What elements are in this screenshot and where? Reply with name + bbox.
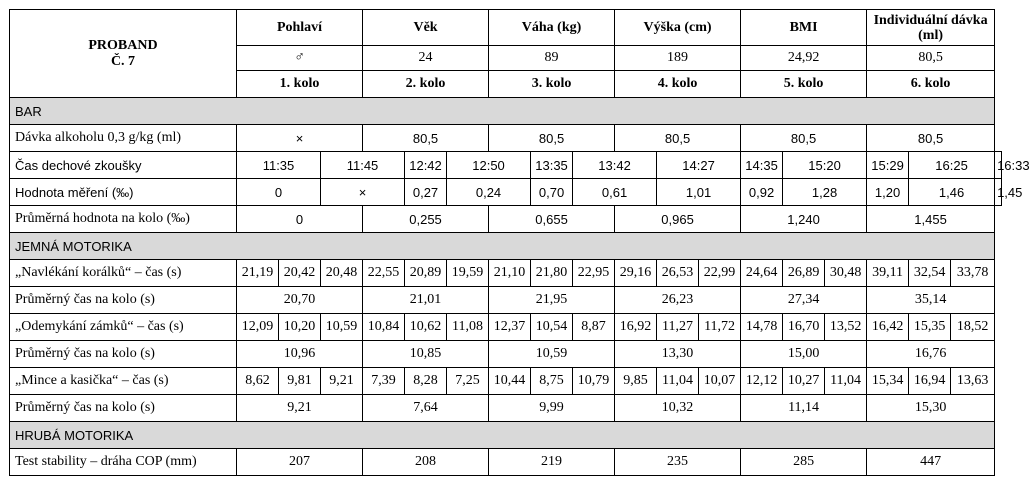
avg-cell: 1,455	[867, 206, 995, 233]
measure-cell: 0,27	[405, 179, 447, 206]
measure-cell: 1,01	[657, 179, 741, 206]
row-label: Průměrný čas na kolo (s)	[10, 287, 237, 314]
measure-row	[10, 179, 1002, 206]
header-row	[10, 10, 1002, 46]
value-age: 24	[363, 46, 489, 71]
coins-cell: 8,75	[531, 368, 573, 395]
locks-cell: 13,52	[825, 314, 867, 341]
section-bar-title: BAR	[10, 98, 995, 125]
beads-row	[10, 260, 1002, 287]
locks-cell: 16,70	[783, 314, 825, 341]
beads-cell: 39,11	[867, 260, 909, 287]
coins-cell: 7,39	[363, 368, 405, 395]
coins-cell: 15,34	[867, 368, 909, 395]
beads-cell: 29,16	[615, 260, 657, 287]
measure-cell: ×	[321, 179, 405, 206]
row-label: „Odemykání zámků“ – čas (s)	[10, 314, 237, 341]
coins-cell: 8,62	[237, 368, 279, 395]
avg-cell: 10,59	[489, 341, 615, 368]
row-label: Průměrný čas na kolo (s)	[10, 395, 237, 422]
stability-cell: 447	[867, 449, 995, 476]
stability-cell: 285	[741, 449, 867, 476]
stability-row	[10, 449, 1002, 476]
proband-table	[9, 9, 1030, 476]
section-bar	[10, 98, 1002, 125]
time-cell: 15:29	[867, 152, 909, 179]
locks-cell: 18,52	[951, 314, 995, 341]
beads-cell: 33,78	[951, 260, 995, 287]
avg-cell: 9,21	[237, 395, 363, 422]
coins-cell: 7,25	[447, 368, 489, 395]
measure-cell: 1,28	[783, 179, 867, 206]
locks-row	[10, 314, 1002, 341]
value-height: 189	[615, 46, 741, 71]
stability-cell: 219	[489, 449, 615, 476]
avg-cell: 0,655	[489, 206, 615, 233]
coins-cell: 10,27	[783, 368, 825, 395]
section-fine-title: JEMNÁ MOTORIKA	[10, 233, 995, 260]
beads-cell: 26,89	[783, 260, 825, 287]
measure-cell: 1,46	[909, 179, 995, 206]
locks-cell: 12,37	[489, 314, 531, 341]
time-cell: 12:50	[447, 152, 531, 179]
dose-cell: 80,5	[489, 125, 615, 152]
avg-cell: 26,23	[615, 287, 741, 314]
avg-cell: 21,95	[489, 287, 615, 314]
avg-cell: 10,85	[363, 341, 489, 368]
row-label: Průměrný čas na kolo (s)	[10, 341, 237, 368]
section-fine	[10, 233, 1002, 260]
time-cell: 16:25	[909, 152, 995, 179]
header-sex: Pohlaví	[237, 10, 363, 46]
round-2: 2. kolo	[363, 71, 489, 98]
measure-cell: 1,45	[995, 179, 1002, 206]
row-label: Test stability – dráha COP (mm)	[10, 449, 237, 476]
beads-cell: 21,10	[489, 260, 531, 287]
coins-cell: 10,07	[699, 368, 741, 395]
locks-cell: 15,35	[909, 314, 951, 341]
beads-cell: 22,99	[699, 260, 741, 287]
section-gross	[10, 422, 1002, 449]
locks-cell: 14,78	[741, 314, 783, 341]
header-bmi: BMI	[741, 10, 867, 46]
beads-cell: 20,48	[321, 260, 363, 287]
coins-cell: 11,04	[825, 368, 867, 395]
beads-cell: 20,42	[279, 260, 321, 287]
coins-cell: 16,94	[909, 368, 951, 395]
avg-cell: 11,14	[741, 395, 867, 422]
measure-cell: 0,24	[447, 179, 531, 206]
avg-cell: 21,01	[363, 287, 489, 314]
measure-cell: 0,61	[573, 179, 657, 206]
beads-cell: 19,59	[447, 260, 489, 287]
avg-cell: 7,64	[363, 395, 489, 422]
dose-cell: 80,5	[363, 125, 489, 152]
stability-cell: 207	[237, 449, 363, 476]
header-weight: Váha (kg)	[489, 10, 615, 46]
locks-cell: 16,42	[867, 314, 909, 341]
beads-cell: 32,54	[909, 260, 951, 287]
value-bmi: 24,92	[741, 46, 867, 71]
value-sex: ♂	[237, 46, 363, 71]
stability-cell: 208	[363, 449, 489, 476]
time-cell: 13:42	[573, 152, 657, 179]
coins-cell: 9,85	[615, 368, 657, 395]
row-label: Hodnota měření (‰)	[10, 179, 237, 206]
beads-cell: 21,19	[237, 260, 279, 287]
proband-label: PROBAND	[88, 37, 158, 53]
avg-cell: 13,30	[615, 341, 741, 368]
coins-cell: 10,44	[489, 368, 531, 395]
beads-cell: 22,55	[363, 260, 405, 287]
section-gross-title: HRUBÁ MOTORIKA	[10, 422, 995, 449]
beads-cell: 22,95	[573, 260, 615, 287]
locks-cell: 10,84	[363, 314, 405, 341]
avg-cell: 15,30	[867, 395, 995, 422]
dose-cell: 80,5	[867, 125, 995, 152]
locks-cell: 11,08	[447, 314, 489, 341]
locks-cell: 8,87	[573, 314, 615, 341]
avg-cell: 35,14	[867, 287, 995, 314]
avg-cell: 0,255	[363, 206, 489, 233]
beads-cell: 30,48	[825, 260, 867, 287]
avg-cell: 16,76	[867, 341, 995, 368]
time-cell: 12:42	[405, 152, 447, 179]
time-cell: 13:35	[531, 152, 573, 179]
measure-cell: 0,70	[531, 179, 573, 206]
avg-cell: 20,70	[237, 287, 363, 314]
avg-cell: 10,96	[237, 341, 363, 368]
beads-cell: 20,89	[405, 260, 447, 287]
locks-cell: 11,27	[657, 314, 699, 341]
avg-cell: 1,240	[741, 206, 867, 233]
coins-cell: 13,63	[951, 368, 995, 395]
bar-avg-row	[10, 206, 1002, 233]
locks-cell: 10,20	[279, 314, 321, 341]
header-height: Výška (cm)	[615, 10, 741, 46]
locks-avg-row	[10, 341, 1002, 368]
round-6: 6. kolo	[867, 71, 995, 98]
avg-cell: 9,99	[489, 395, 615, 422]
measure-cell: 1,20	[867, 179, 909, 206]
measure-cell: 0,92	[741, 179, 783, 206]
avg-cell: 27,34	[741, 287, 867, 314]
row-label: Průměrná hodnota na kolo (‰)	[10, 206, 237, 233]
dose-cell: 80,5	[741, 125, 867, 152]
time-cell: 11:45	[321, 152, 405, 179]
proband-cell	[10, 10, 237, 98]
row-label: Dávka alkoholu 0,3 g/kg (ml)	[10, 125, 237, 152]
avg-cell: 0	[237, 206, 363, 233]
proband-number: Č. 7	[110, 53, 136, 69]
round-5: 5. kolo	[741, 71, 867, 98]
time-row	[10, 152, 1002, 179]
locks-cell: 12,09	[237, 314, 279, 341]
header-age: Věk	[363, 10, 489, 46]
locks-cell: 10,62	[405, 314, 447, 341]
measure-cell: 0	[237, 179, 321, 206]
avg-cell: 10,32	[615, 395, 741, 422]
coins-cell: 10,79	[573, 368, 615, 395]
row-label: „Mince a kasička“ – čas (s)	[10, 368, 237, 395]
coins-cell: 11,04	[657, 368, 699, 395]
dose-cell: 80,5	[615, 125, 741, 152]
round-4: 4. kolo	[615, 71, 741, 98]
dose-row	[10, 125, 1002, 152]
row-label: Čas dechové zkoušky	[10, 152, 237, 179]
coins-cell: 12,12	[741, 368, 783, 395]
time-cell: 16:33	[995, 152, 1002, 179]
avg-cell: 15,00	[741, 341, 867, 368]
beads-cell: 21,80	[531, 260, 573, 287]
coins-avg-row	[10, 395, 1002, 422]
time-cell: 15:20	[783, 152, 867, 179]
avg-cell: 0,965	[615, 206, 741, 233]
locks-cell: 16,92	[615, 314, 657, 341]
locks-cell: 11,72	[699, 314, 741, 341]
time-cell: 11:35	[237, 152, 321, 179]
coins-cell: 9,81	[279, 368, 321, 395]
value-dose: 80,5	[867, 46, 995, 71]
locks-cell: 10,54	[531, 314, 573, 341]
round-3: 3. kolo	[489, 71, 615, 98]
coins-row	[10, 368, 1002, 395]
time-cell: 14:27	[657, 152, 741, 179]
header-dose: Individuální dávka (ml)	[867, 10, 995, 46]
beads-cell: 24,64	[741, 260, 783, 287]
beads-cell: 26,53	[657, 260, 699, 287]
row-label: „Navlékání korálků“ – čas (s)	[10, 260, 237, 287]
stability-cell: 235	[615, 449, 741, 476]
coins-cell: 9,21	[321, 368, 363, 395]
locks-cell: 10,59	[321, 314, 363, 341]
beads-avg-row	[10, 287, 1002, 314]
coins-cell: 8,28	[405, 368, 447, 395]
value-weight: 89	[489, 46, 615, 71]
time-cell: 14:35	[741, 152, 783, 179]
round-1: 1. kolo	[237, 71, 363, 98]
dose-cell: ×	[237, 125, 363, 152]
